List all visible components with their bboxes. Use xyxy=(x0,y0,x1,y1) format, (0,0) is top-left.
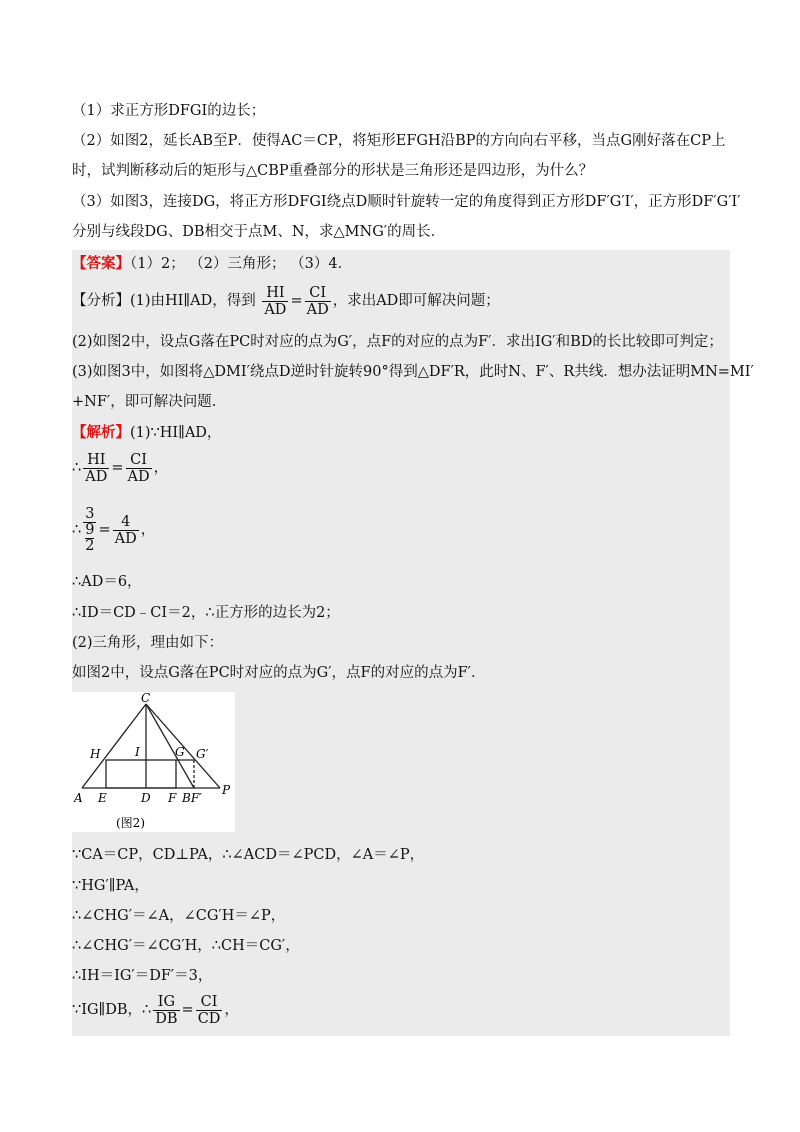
solution-line-6: (2)三角形，理由如下： xyxy=(72,635,224,651)
label-C: C xyxy=(141,692,151,705)
solution-tag: 【解析】 xyxy=(72,424,130,441)
figure-2-diagram xyxy=(72,692,235,832)
analysis-line-2: (2)如图2中，设点G落在PC时对应的点为G′，点F的对应的点为F′．求出IG′和BD的长比较即可判定； xyxy=(72,334,723,350)
solution-line-8: ∵CA＝CP，CD⊥PA，∴∠ACD＝∠PCD，∠A＝∠P， xyxy=(72,847,425,863)
question-2-line-1: （2）如图2，延长AB至P．使得AC＝CP，将矩形EFGH沿BP的方向向右平移，当点G刚好落在CP上 xyxy=(72,133,726,149)
label-P: P xyxy=(222,783,231,797)
figure-caption: (图2) xyxy=(116,816,145,830)
solution-line-4: ∴AD＝6， xyxy=(72,574,142,590)
solution-line-13: ∵IG∥DB，∴ $\frac{IG}{DB}$ = $\frac{CI}{CD}$ ， xyxy=(72,993,239,1027)
fraction: $\frac{IG}{DB}$ xyxy=(155,993,178,1027)
compound-fraction: 3 9 2 xyxy=(85,506,95,554)
label-BF-prime: BF′ xyxy=(182,791,202,805)
figure-2 xyxy=(72,692,235,832)
fraction: $\frac{CI}{AD}$ xyxy=(127,451,150,485)
fraction: $\frac{4}{AD}$ xyxy=(114,513,137,547)
answer-text: （1）2； （2）三角形； （3）4． xyxy=(130,256,353,272)
solution-line-12: ∴IH＝IG′＝DF′＝3， xyxy=(72,968,213,984)
label-G: G xyxy=(175,745,185,759)
solution-line-1: 【解析】(1)∵HI∥AD， xyxy=(72,424,222,441)
question-2-line-2: 时，试判断移动后的矩形与△CBP重叠部分的形状是三角形还是四边形，为什么？ xyxy=(72,163,594,179)
solution-line-3: ∴ 3 9 2 = $\frac{4}{AD}$ ， xyxy=(72,506,156,554)
solution-line-5: ∴ID＝CD﹣CI＝2，∴正方形的边长为2； xyxy=(72,605,340,621)
solution-line-7: 如图2中，设点G落在PC时对应的点为G′，点F的对应的点为F′． xyxy=(72,665,486,681)
question-3-line-2: 分别与线段DG、DB相交于点M、N，求△MNG′的周长． xyxy=(72,224,446,240)
analysis-line-1: 【分析】(1)由HI∥AD，得到 $\frac{HI}{AD}$ = $\frac{CI}{AD}$ ，求出AD即可解决问题； xyxy=(72,284,500,318)
label-F: F xyxy=(168,791,177,805)
label-D: D xyxy=(141,791,151,805)
fraction: $\frac{CI}{AD}$ xyxy=(306,284,329,318)
solution-line-11: ∴∠CHG′＝∠CG′H，∴CH＝CG′， xyxy=(72,938,300,954)
analysis-line-4: +NF′，即可解决问题. xyxy=(72,394,217,410)
fraction: $\frac{CI}{CD}$ xyxy=(197,993,221,1027)
question-1: （1）求正方形DFGI的边长； xyxy=(72,103,266,119)
fraction: $\frac{HI}{AD}$ xyxy=(85,451,108,485)
label-G-prime: G′ xyxy=(196,747,209,761)
fraction: $\frac{HI}{AD}$ xyxy=(264,284,287,318)
solution-line-9: ∵HG′∥PA， xyxy=(72,878,149,894)
label-H: H xyxy=(90,747,101,761)
analysis-tag: 【分析】 xyxy=(72,293,130,309)
label-I: I xyxy=(135,745,140,759)
analysis-line-3: (3)如图3中，如图将△DMI′绕点D逆时针旋转90°得到△DF′R，此时N、F′、R共线．想办法证明MN=MI′ xyxy=(72,364,754,380)
question-3-line-1: （3）如图3，连接DG，将正方形DFGI绕点D顺时针旋转一定的角度得到正方形DF′G′I′，正方形DF′G′I′ xyxy=(72,194,741,210)
solution-line-10: ∴∠CHG′＝∠A，∠CG′H＝∠P， xyxy=(72,908,286,924)
answer-line xyxy=(72,254,352,274)
label-A: A xyxy=(74,791,83,805)
label-E: E xyxy=(98,791,107,805)
solution-line-2: ∴ $\frac{HI}{AD}$ = $\frac{CI}{AD}$ ， xyxy=(72,451,169,485)
answer-tag: 【答案】 xyxy=(72,255,130,272)
